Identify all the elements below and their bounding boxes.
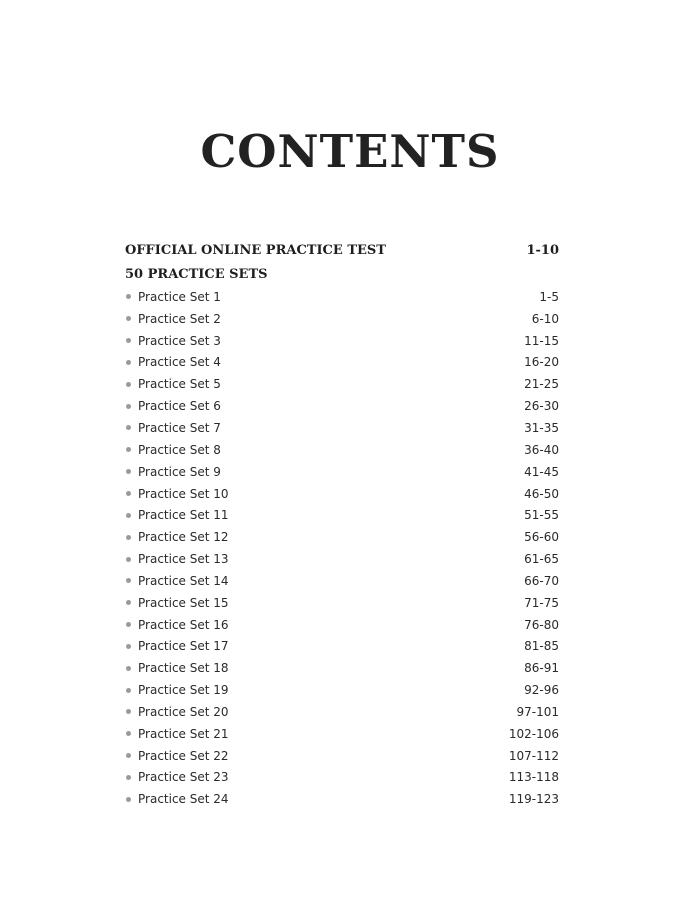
bullet-icon (126, 688, 131, 693)
toc-item-left (125, 421, 221, 435)
toc-item-label: Practice Set 20 (138, 704, 229, 719)
toc-item-label: Practice Set 19 (138, 683, 229, 698)
toc-item-label: Practice Set 16 (138, 617, 229, 632)
toc-item-left (125, 552, 229, 566)
toc-item-left (125, 683, 229, 697)
toc-list-item[interactable] (125, 679, 559, 701)
bullet-icon (126, 731, 131, 736)
toc-item-left (125, 465, 221, 479)
toc-item-left (125, 334, 221, 348)
toc-item-pages: 16-20 (524, 355, 559, 370)
toc-item-pages: 66-70 (524, 573, 559, 588)
bullet-icon (126, 644, 131, 649)
toc-list-item[interactable] (125, 723, 559, 745)
toc-item-left (125, 639, 229, 653)
toc-list-item[interactable] (125, 701, 559, 723)
bullet-icon (126, 425, 131, 430)
toc-item-pages: 56-60 (524, 530, 559, 545)
toc-item-pages: 92-96 (524, 683, 559, 698)
toc-item-label: Practice Set 15 (138, 595, 229, 610)
toc-item-pages: 107-112 (508, 748, 559, 763)
bullet-icon (126, 447, 131, 452)
toc-list-item[interactable] (125, 439, 559, 461)
toc-list-item[interactable] (125, 745, 559, 767)
toc-item-left (125, 508, 229, 522)
toc-section-label: 50 PRACTICE SETS (125, 266, 268, 282)
toc-list-item[interactable] (125, 614, 559, 636)
toc-item-label: Practice Set 2 (138, 311, 221, 326)
toc-item-pages: 113-118 (508, 770, 559, 785)
toc-item-pages: 97-101 (516, 704, 559, 719)
toc-list-item[interactable] (125, 592, 559, 614)
toc-list-item[interactable] (125, 308, 559, 330)
toc-item-pages: 51-55 (524, 508, 559, 523)
toc-list-item[interactable] (125, 767, 559, 789)
toc-item-pages: 21-25 (524, 377, 559, 392)
toc-item-label: Practice Set 23 (138, 770, 229, 785)
toc-item-pages: 1-5 (539, 289, 559, 304)
toc-item-pages: 61-65 (524, 552, 559, 567)
toc-item-pages: 102-106 (508, 726, 559, 741)
bullet-icon (126, 294, 131, 299)
toc-item-label: Practice Set 10 (138, 486, 229, 501)
bullet-icon (126, 491, 131, 496)
toc-list-item[interactable] (125, 352, 559, 374)
toc-item-left (125, 727, 229, 741)
bullet-icon (126, 600, 131, 605)
toc-item-left (125, 749, 229, 763)
toc-item-pages: 81-85 (524, 639, 559, 654)
toc-list-item[interactable] (125, 395, 559, 417)
toc-item-pages: 41-45 (524, 464, 559, 479)
bullet-icon (126, 404, 131, 409)
toc-item-label: Practice Set 18 (138, 661, 229, 676)
toc-item-left (125, 792, 229, 806)
toc-item-left (125, 770, 229, 784)
toc-item-pages: 26-30 (524, 399, 559, 414)
toc-item-left (125, 290, 221, 304)
toc-item-left (125, 661, 229, 675)
toc-item-label: Practice Set 24 (138, 792, 229, 807)
page-title: CONTENTS (200, 125, 500, 178)
toc-item-left (125, 574, 229, 588)
toc-section-label: OFFICIAL ONLINE PRACTICE TEST (125, 242, 386, 258)
toc-list-item[interactable] (125, 461, 559, 483)
toc-list-item[interactable] (125, 526, 559, 548)
toc-list-item[interactable] (125, 570, 559, 592)
toc-item-label: Practice Set 13 (138, 552, 229, 567)
toc-item-label: Practice Set 6 (138, 399, 221, 414)
toc-list-item[interactable] (125, 286, 559, 308)
toc-item-label: Practice Set 9 (138, 464, 221, 479)
toc-list-item[interactable] (125, 330, 559, 352)
toc-item-left (125, 530, 229, 544)
toc-item-label: Practice Set 14 (138, 573, 229, 588)
bullet-icon (126, 775, 131, 780)
bullet-icon (126, 316, 131, 321)
toc-item-left (125, 596, 229, 610)
toc-item-label: Practice Set 17 (138, 639, 229, 654)
toc-section-row[interactable] (125, 262, 559, 286)
toc-section-row[interactable] (125, 238, 559, 262)
toc-item-left (125, 705, 229, 719)
toc-item-pages: 76-80 (524, 617, 559, 632)
toc-list-item[interactable] (125, 417, 559, 439)
bullet-icon (126, 666, 131, 671)
toc-item-left (125, 312, 221, 326)
bullet-icon (126, 469, 131, 474)
toc-item-pages: 31-35 (524, 420, 559, 435)
bullet-icon (126, 797, 131, 802)
bullet-icon (126, 338, 131, 343)
toc-item-label: Practice Set 5 (138, 377, 221, 392)
toc-item-left (125, 399, 221, 413)
bullet-icon (126, 622, 131, 627)
toc-list-item[interactable] (125, 483, 559, 505)
toc-list-item[interactable] (125, 373, 559, 395)
bullet-icon (126, 557, 131, 562)
toc-item-label: Practice Set 22 (138, 748, 229, 763)
toc-item-label: Practice Set 8 (138, 442, 221, 457)
toc-list-item[interactable] (125, 788, 559, 810)
bullet-icon (126, 535, 131, 540)
toc-item-pages: 119-123 (508, 792, 559, 807)
toc-list-item[interactable] (125, 504, 559, 526)
toc-item-label: Practice Set 4 (138, 355, 221, 370)
toc-item-label: Practice Set 1 (138, 289, 221, 304)
toc-item-pages: 36-40 (524, 442, 559, 457)
toc-item-label: Practice Set 7 (138, 420, 221, 435)
toc-item-label: Practice Set 21 (138, 726, 229, 741)
bullet-icon (126, 360, 131, 365)
toc-item-left (125, 618, 229, 632)
bullet-icon (126, 709, 131, 714)
toc-item-label: Practice Set 11 (138, 508, 229, 523)
bullet-icon (126, 382, 131, 387)
toc-item-left (125, 377, 221, 391)
toc-item-pages: 6-10 (531, 311, 559, 326)
toc-list-item[interactable] (125, 636, 559, 658)
practice-set-list (125, 286, 559, 810)
toc-item-left (125, 355, 221, 369)
toc-item-pages: 46-50 (524, 486, 559, 501)
bullet-icon (126, 753, 131, 758)
toc-item-left (125, 487, 229, 501)
toc-item-left (125, 443, 221, 457)
toc-list-item[interactable] (125, 548, 559, 570)
table-of-contents (125, 238, 559, 810)
toc-item-pages: 86-91 (524, 661, 559, 676)
toc-item-label: Practice Set 3 (138, 333, 221, 348)
toc-list-item[interactable] (125, 657, 559, 679)
toc-item-pages: 11-15 (524, 333, 559, 348)
bullet-icon (126, 513, 131, 518)
toc-item-label: Practice Set 12 (138, 530, 229, 545)
toc-section-pages: 1-10 (526, 242, 559, 258)
toc-item-pages: 71-75 (524, 595, 559, 610)
bullet-icon (126, 578, 131, 583)
